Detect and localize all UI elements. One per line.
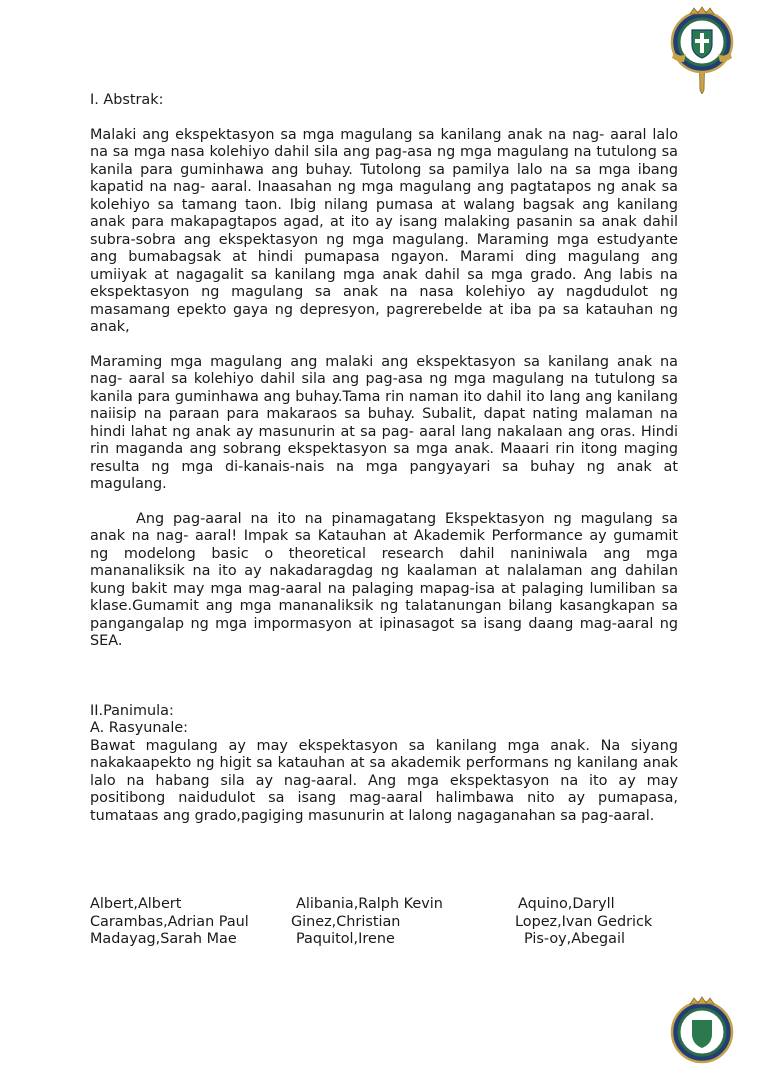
abstract-paragraph-2: Maraming mga magulang ang malaki ang ekspektasyon sa kanilang anak na nag- aaral sa kolehiyo dahil sila ang pag-asa ng mga magulang na tutulong sa kanila para guminhawa ang buhay.Tama rin naman ito dahil ito lang ang kanilang naiisip na paraan para makaraos sa buhay. Subalit, dapat nating malaman na hindi lahat ng anak ay masunurin at sa pag- aaral lang nakalaan ang oras. Hindi rin maganda ang sobrang ekspektasyon sa mga anak. Maaari rin itong maging resulta ng mga di-kanais-nais na mga pangyayari sa buhay ng anak at magulang.: [90, 353, 678, 492]
author-name: Pis-oy,Abegail: [524, 931, 625, 947]
rasyunale-subheading: A. Rasyunale:: [90, 720, 189, 736]
author-name: Carambas,Adrian Paul: [90, 913, 249, 930]
abstract-heading: I. Abstrak:: [90, 92, 164, 108]
author-name: Ginez,Christian: [291, 913, 401, 930]
author-row: [90, 896, 678, 914]
panimula-heading: II.Panimula:: [90, 702, 174, 719]
rasyunale-paragraph: Bawat magulang ay may ekspektasyon sa kanilang mga anak. Na siyang nakakaapekto ng higit sa katauhan at sa akademik performans ng kanilang anak lalo na habang sila ay nag-aaral. Ang mga ekspektasyon na ito ay may positibong naidudulot sa isang mag-aaral halimbawa nito ay pumapasa, tumataas ang grado,pagiging masunurin at lalong nagaganahan sa pag-aaral.: [90, 737, 678, 824]
author-name: Paquitol,Irene: [296, 931, 395, 947]
author-name: Lopez,Ivan Gedrick: [515, 913, 653, 930]
author-row: [90, 914, 678, 932]
author-name: Madayag,Sarah Mae: [90, 931, 237, 947]
school-crest-logo: [666, 996, 738, 1084]
abstract-paragraph-3: Ang pag-aaral na ito na pinamagatang Ekspektasyon ng magulang sa anak na nag- aaral! Impak sa Katauhan at Akademik Performance ay gumamit ng modelong basic o theoretical research dahil naniniwala ang mga mananaliksik na ito ay nakadaragdag ng kaalaman at nalalaman ang dahilan kung bakit may mga mag-aaral na palaging mapag-isa at palaging lumiliban sa klase.Gumamit ang mga mananaliksik ng talatanungan bilang kasangkapan sa pangangalap ng mga impormasyon at ipinasagot sa isang daang mag-aaral ng SEA.: [90, 510, 678, 649]
author-row: [90, 931, 678, 949]
abstract-paragraph-1: Malaki ang ekspektasyon sa mga magulang sa kanilang anak na nag- aaral lalo na sa mga nasa kolehiyo dahil sila ang pag-asa ng mga magulang na tutulong sa kanila para guminhawa ang buhay. Tutolong sa pamilya lalo na sa mga ibang kapatid na nag- aaral. Inaasahan ng mga magulang ang pagtatapos ng anak sa kolehiyo sa tamang taon. Ibig nilang pumasa at walang bagsak ang kanilang anak para makapagtapos agad, at ito ay isang malaking pasanin sa anak dahil subra-sobra ang ekspektasyon ng mga magulang. Maraming mga estudyante ang bumabagsak at hindi pumapasa ngayon. Marami ding magulang ang umiiyak at nagagalit sa kanilang mga anak dahil sa mga grado. Ang labis na ekspektasyon ng magulang sa anak na nasa kolehiyo ay nagdudulot ng masamang epekto gaya ng depresyon, pagrerebelde at iba pa sa katauhan ng anak,: [90, 126, 678, 335]
author-name: Alibania,Ralph Kevin: [296, 896, 443, 912]
authors-list: [90, 896, 678, 949]
author-name: Aquino,Daryll: [518, 896, 615, 912]
author-name: Albert,Albert: [90, 896, 182, 912]
school-crest-logo: [666, 6, 738, 94]
document-body: [90, 92, 678, 825]
